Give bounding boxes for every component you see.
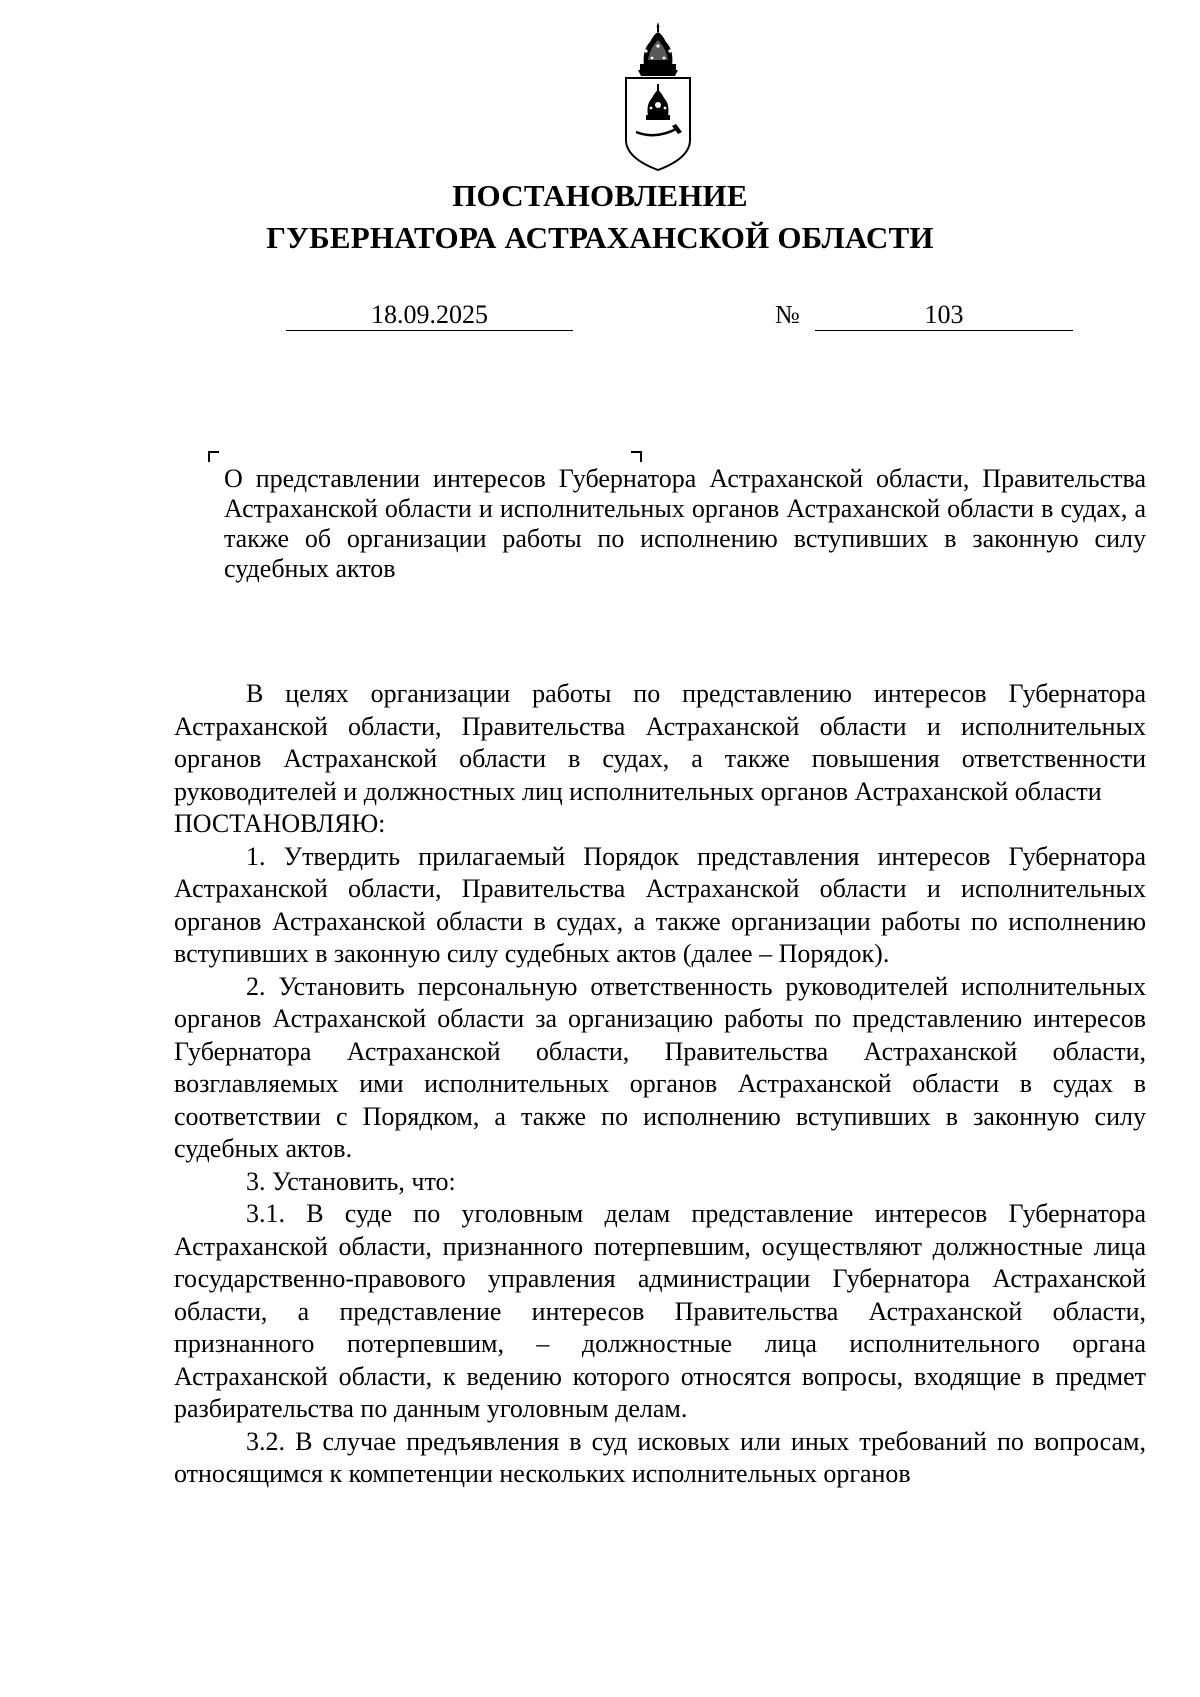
item-3-2: 3.2. В случае предъявления в суд исковых или иных требований по вопросам, относящимся к компетенции нескольких исполнительных органов <box>174 1426 1146 1488</box>
item-3-1: 3.1. В суде по уголовным делам представление интересов Губернатора Астраханской области, признанного потерпевшим, осуществляют должностные лица государственно-правового управления администрации Губернатора Астраханской области, а представление интересов Правительства Астраханской области, признанного потерпевшим, – должностные лица исполнительного органа Астраханской области, к ведению которого относятся вопросы, входящие в предмет разбирательства по данным уголовным делам. <box>174 1199 1146 1423</box>
intro-paragraph: В целях организации работы по представлению интересов Губернатора Астраханской области, Правительства Астраханской области и исполнительных органов Астраханской области в судах, а также повышения ответственности руководителей и должностных лиц исполнительных органов Астраханской области <box>174 679 1146 806</box>
subject-corner-right <box>631 451 642 462</box>
item-2: 2. Установить персональную ответственность руководителей исполнительных органов Астраханской области за организацию работы по представлению интересов Губернатора Астраханской области, Правительства Астраханской области, возглавляемых ими исполнительных органов Астраханской области в судах в соответствии с Порядком, а также по исполнению вступивших в законную силу судебных актов. <box>174 971 1146 1163</box>
subject-corner-left <box>208 451 219 462</box>
document-number: 103 <box>815 300 1073 331</box>
number-sign: № <box>775 300 800 329</box>
decree-word: ПОСТАНОВЛЯЮ: <box>174 809 386 838</box>
document-body <box>174 678 1146 1491</box>
item-1: 1. Утвердить прилагаемый Порядок представления интересов Губернатора Астраханской области, Правительства Астраханской области и исполнительных органов Астраханской области в судах, а также организации работы по исполнению вступивших в законную силу судебных актов (далее – Порядок). <box>174 841 1146 968</box>
item-3: 3. Установить, что: <box>246 1166 456 1196</box>
document-issuer: ГУБЕРНАТОРА АСТРАХАНСКОЙ ОБЛАСТИ <box>266 220 934 255</box>
document-subject: О представлении интересов Губернатора Астраханской области, Правительства Астраханской области и исполнительных органов Астраханской области в судах, а также об организации работы по исполнению вступивших в законную силу судебных актов <box>224 464 1146 583</box>
document-date: 18.09.2025 <box>286 300 573 331</box>
document-title: ПОСТАНОВЛЕНИЕ <box>452 178 748 213</box>
coat-of-arms-icon <box>622 20 694 172</box>
